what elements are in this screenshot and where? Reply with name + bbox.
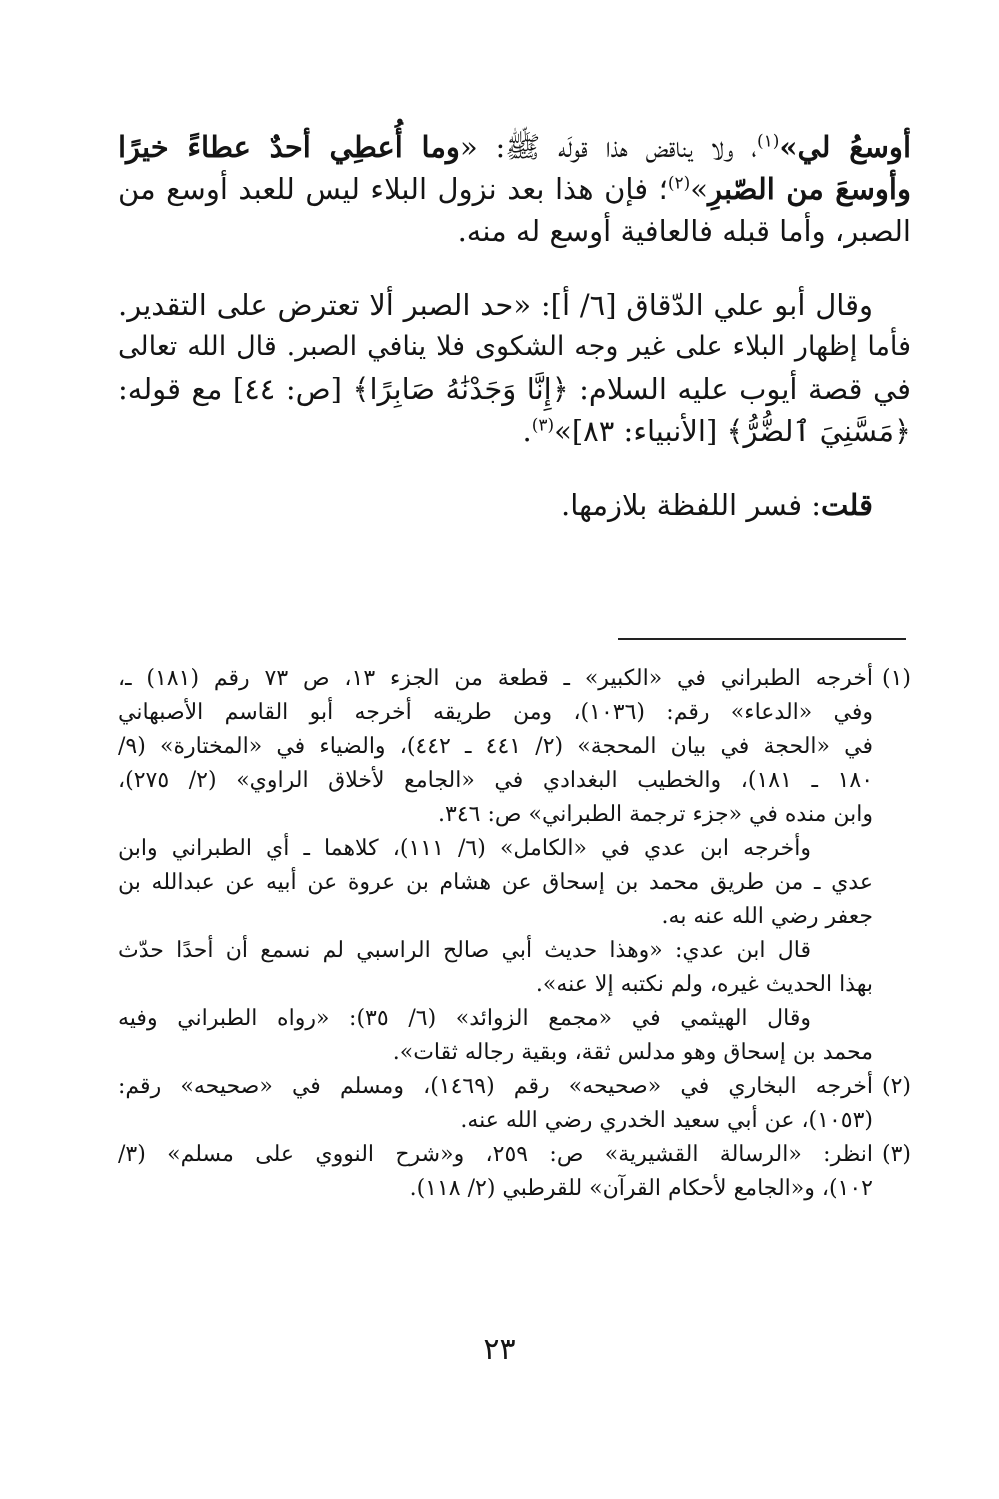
footnote-number: (٢) xyxy=(881,1074,911,1099)
paragraph-1 xyxy=(118,126,911,252)
footnote-line: وابن منده في «جزء ترجمة الطبراني» ص: ٣٤٦. xyxy=(438,802,873,827)
footnote-line: ١٠٢)، و«الجامع لأحكام القرآن» للقرطبي (٢/ ١١٨). xyxy=(409,1176,873,1201)
footnote-line: محمد بن إسحاق وهو مدلس ثقة، وبقية رجاله ثقات». xyxy=(392,1040,873,1065)
footnote-line: أخرجه الطبراني في «الكبير» ـ قطعة من الجزء ١٣، ص ٧٣ رقم (١٨١) ـ، xyxy=(118,666,873,691)
footnote-ref-2[interactable]: (٢) xyxy=(667,173,691,194)
footnote-body xyxy=(118,1138,873,1206)
footnote-line: ١٨٠ ـ ١٨١)، والخطيب البغدادي في «الجامع لأخلاق الراوي» (٢/ ٢٧٥)، xyxy=(118,768,874,793)
footnote-ref-1[interactable]: (١) xyxy=(756,131,780,152)
text-line xyxy=(118,410,911,452)
text-run: . xyxy=(522,414,532,448)
footnote-line: عدي ـ من طريق محمد بن إسحاق عن هشام بن عروة عن أبيه عن عبدالله بن xyxy=(118,870,873,895)
footnote-line: قال ابن عدي: «وهذا حديث أبي صالح الراسبي لم نسمع أن أحدًا حدّث xyxy=(118,938,811,963)
footnote-separator xyxy=(618,638,906,640)
text-line: فأما إظهار البلاء على غير وجه الشكوى فلا ينافي الصبر. قال الله تعالى xyxy=(118,331,911,362)
text-run: » xyxy=(690,172,708,206)
text-run: ، ولا يناقض هذا قولَه ﷺ: « xyxy=(459,130,757,164)
footnote-1 xyxy=(118,662,911,1070)
hadith-quote-end: وأوسعَ من الصّبرِ xyxy=(708,172,911,206)
page-number: ٢٣ xyxy=(483,1332,516,1367)
text-run: ؛ فإن هذا بعد نزول البلاء ليس للعبد أوسع من xyxy=(118,172,668,206)
hadith-fragment: أوسعُ لي» xyxy=(779,130,911,164)
hadith-quote: وما أُعطِي أحدٌ عطاءً خيرًا xyxy=(118,130,460,164)
main-text xyxy=(118,126,911,526)
text-line: الصبر، وأما قبله فالعافية أوسع له منه. xyxy=(457,214,911,248)
note-label: قلت xyxy=(821,488,873,522)
footnote-3 xyxy=(118,1138,911,1206)
footnote-line: بهذا الحديث غيره، ولم نكتبه إلا عنه». xyxy=(535,972,873,997)
footnote-number: (١) xyxy=(881,666,911,691)
footnote-2 xyxy=(118,1070,911,1138)
footnote-line: في «الحجة في بيان المحجة» (٢/ ٤٤١ ـ ٤٤٢)، والضياء في «المختارة» (٩/ xyxy=(118,734,873,759)
footnote-number: (٣) xyxy=(881,1142,911,1167)
footnote-line: انظر: «الرسالة القشيرية» ص: ٢٥٩، و«شرح النووي على مسلم» (٣/ xyxy=(118,1142,873,1167)
text-line: وقال أبو علي الدّقاق [٦/ أ]: «حد الصبر ألا تعترض على التقدير. xyxy=(118,288,873,322)
footnote-body xyxy=(118,1070,873,1138)
footnote-body xyxy=(118,662,873,1070)
footnotes xyxy=(118,662,911,1206)
footnote-line: وفي «الدعاء» رقم: (١٠٣٦)، ومن طريقه أخرجه أبو القاسم الأصبهاني xyxy=(118,700,873,725)
paragraph-3 xyxy=(118,484,911,526)
footnote-line: وقال الهيثمي في «مجمع الزوائد» (٦/ ٣٥): «رواه الطبراني وفيه xyxy=(118,1006,812,1031)
text-line: في قصة أيوب عليه السلام: ﴿إِنَّا وَجَدْنَٰهُ صَابِرًا﴾ [ص: ٤٤] مع قوله: xyxy=(118,372,912,406)
paragraph-2 xyxy=(118,284,911,452)
text-run: : فسر اللفظة بلازمها. xyxy=(561,488,822,522)
text-line xyxy=(118,126,911,168)
text-line xyxy=(118,484,911,526)
footnote-ref-3[interactable]: (٣) xyxy=(531,415,555,436)
footnote-line: جعفر رضي الله عنه به. xyxy=(661,904,873,929)
text-line xyxy=(118,168,911,210)
footnote-line: أخرجه البخاري في «صحيحه» رقم (١٤٦٩)، ومسلم في «صحيحه» رقم: xyxy=(118,1074,873,1099)
quran-quote: ﴿مَسَّنِيَ ٱلضُّرُّ﴾ [الأنبياء: ٨٣]» xyxy=(554,414,911,448)
footnote-line: وأخرجه ابن عدي في «الكامل» (٦/ ١١١)، كلاهما ـ أي الطبراني وابن xyxy=(118,836,811,861)
footnote-line: (١٠٥٣)، عن أبي سعيد الخدري رضي الله عنه. xyxy=(460,1108,873,1133)
